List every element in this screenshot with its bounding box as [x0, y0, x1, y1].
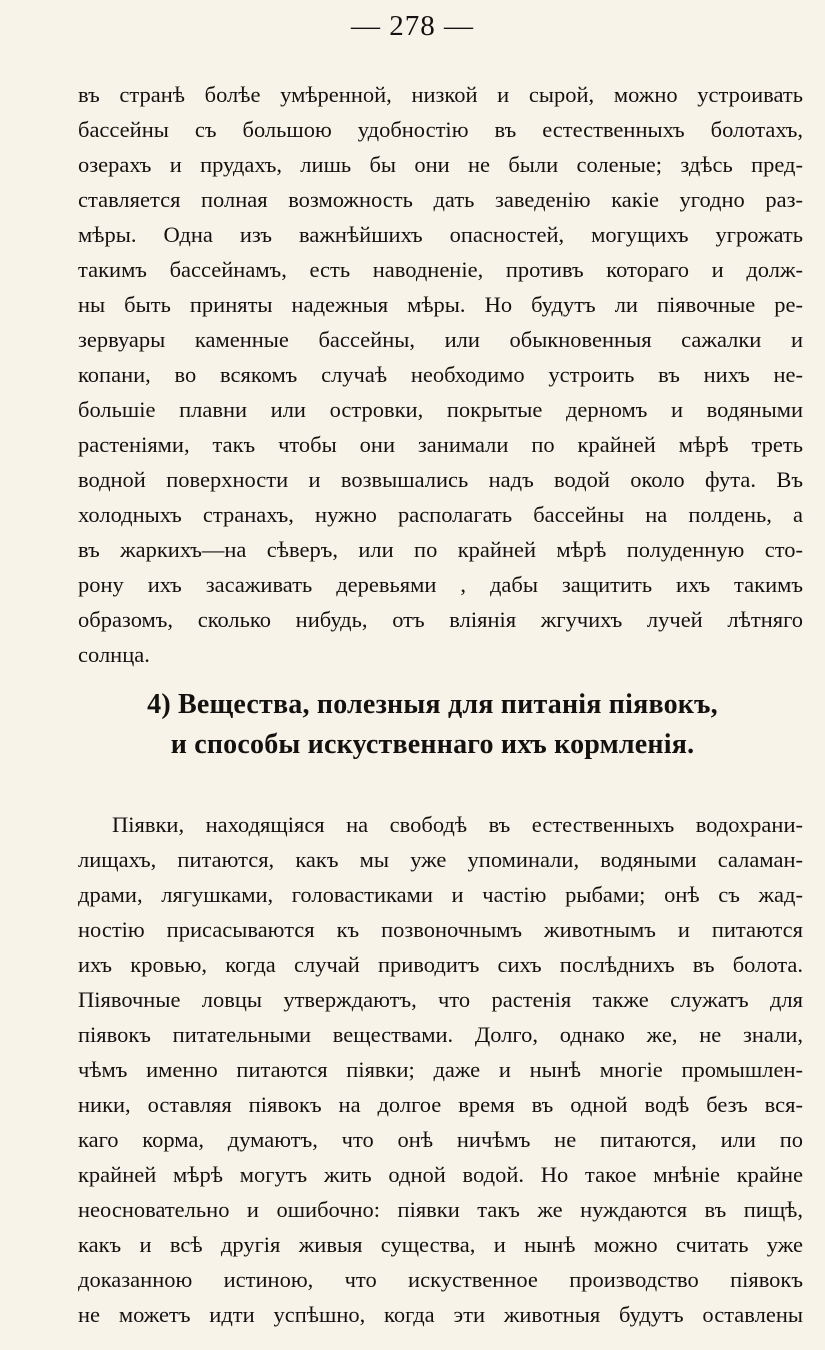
text-line: Піявочные ловцы утверждаютъ, что растенія также служатъ для	[78, 987, 803, 1012]
text-line: рону ихъ засаживать деревьями , дабы защитить ихъ такимъ	[78, 572, 803, 597]
text-line: ники, оставляя піявокъ на долгое время въ одной водѣ безъ вся-	[78, 1092, 803, 1117]
text-line: драми, лягушками, головастиками и частію рыбами; онѣ съ жад-	[78, 882, 803, 907]
page-number: — 278 —	[351, 10, 474, 42]
text-line: не можетъ идти успѣшно, когда эти животныя будутъ оставлены	[78, 1302, 803, 1327]
text-line: Піявки, находящіяся на свободѣ въ естественныхъ водохрани-	[112, 812, 803, 837]
text-line: водной поверхности и возвышались надъ водой около фута. Въ	[78, 467, 803, 492]
text-line: растеніями, такъ чтобы они занимали по крайней мѣрѣ треть	[78, 432, 803, 457]
text-line: ихъ кровью, когда случай приводитъ сихъ послѣднихъ въ болота.	[78, 952, 803, 977]
text-line: чѣмъ именно питаются піявки; даже и нынѣ многіе промышлен-	[78, 1057, 803, 1082]
text-line: копани, во всякомъ случаѣ необходимо устроить въ нихъ не-	[78, 362, 803, 387]
text-line: въ странѣ болѣе умѣренной, низкой и сырой, можно устроивать	[78, 82, 803, 107]
text-line: какъ и всѣ другія живыя существа, и нынѣ можно считать уже	[78, 1232, 803, 1257]
text-line: бассейны съ большою удобностію въ естественныхъ болотахъ,	[78, 117, 803, 142]
text-line: ностію присасываются къ позвоночнымъ животнымъ и питаются	[78, 917, 803, 942]
text-line: ставляется полная возможность дать заведенію какіе угодно раз-	[78, 187, 803, 212]
text-line: доказанною истиною, что искуственное производство піявокъ	[78, 1267, 803, 1292]
text-line: крайней мѣрѣ могутъ жить одной водой. Но такое мнѣніе крайне	[78, 1162, 803, 1187]
text-line: зервуары каменные бассейны, или обыкновенныя сажалки и	[78, 327, 803, 352]
text-line: каго корма, думаютъ, что онѣ ничѣмъ не питаются, или по	[78, 1127, 803, 1152]
text-line: неосновательно и ошибочно: піявки такъ же нуждаются въ пищѣ,	[78, 1197, 803, 1222]
text-line: холодныхъ странахъ, нужно располагать бассейны на полдень, а	[78, 502, 803, 527]
text-line: въ жаркихъ—на сѣверъ, или по крайней мѣрѣ полуденную сто-	[78, 537, 803, 562]
text-line: лищахъ, питаются, какъ мы уже упоминали, водяными саламан-	[78, 847, 803, 872]
text-line: озерахъ и прудахъ, лишь бы они не были соленые; здѣсь пред-	[78, 152, 803, 177]
text-line: солнца.	[78, 642, 150, 667]
text-line: образомъ, сколько нибудь, отъ вліянія жгучихъ лучей лѣтняго	[78, 607, 803, 632]
text-line: мѣры. Одна изъ важнѣйшихъ опасностей, могущихъ угрожать	[78, 222, 803, 247]
text-line: большіе плавни или островки, покрытые дерномъ и водяными	[78, 397, 803, 422]
heading-line: 4) Вещества, полезныя для питанія піявокъ,	[147, 689, 718, 720]
heading-line: и способы искуственнаго ихъ кормленія.	[170, 729, 695, 760]
text-line: ны быть приняты надежныя мѣры. Но будутъ ли піявочные ре-	[78, 292, 803, 317]
text-line: піявокъ питательными веществами. Долго, однако же, не знали,	[78, 1022, 803, 1047]
text-line: такимъ бассейнамъ, есть наводненіе, противъ котораго и долж-	[78, 257, 803, 282]
